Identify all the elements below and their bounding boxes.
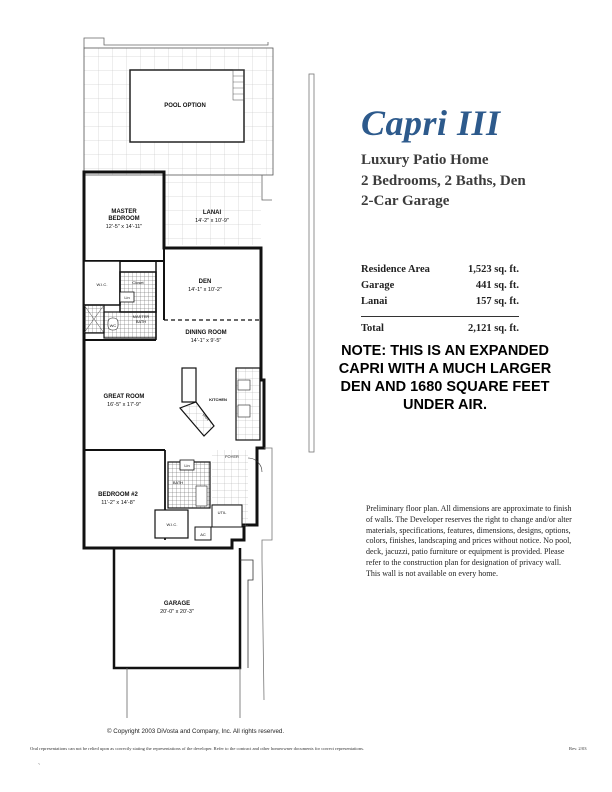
subtitle-line-2: 2 Bedrooms, 2 Baths, Den bbox=[361, 173, 526, 189]
area-label: Lanai bbox=[361, 296, 388, 307]
master-bedroom-label-1: MASTER bbox=[111, 209, 137, 215]
master-wc-label: WC bbox=[109, 323, 117, 328]
bedroom2-label: BEDROOM #2 bbox=[98, 492, 138, 498]
revision-date: Rev. 2/03 bbox=[569, 746, 587, 751]
dining-room-dims: 14'-1" x 9'-5" bbox=[190, 338, 222, 344]
divider-bar bbox=[309, 74, 314, 452]
area-row bbox=[361, 264, 519, 280]
area-total-value: 2,121 sq. ft. bbox=[467, 323, 519, 334]
tick-mark: ` bbox=[38, 764, 41, 771]
copyright: © Copyright 2003 DiVosta and Company, Inc. All rights reserved. bbox=[107, 728, 285, 735]
garage-dims: 20'-0" x 20'-3" bbox=[160, 609, 194, 615]
pantry-label: PAN bbox=[201, 412, 211, 422]
bath2-linen-label: Lin bbox=[184, 463, 190, 468]
area-total-label: Total bbox=[361, 323, 384, 334]
area-label: Garage bbox=[361, 280, 395, 291]
area-row bbox=[361, 280, 519, 296]
area-value: 1,523 sq. ft. bbox=[467, 264, 519, 275]
foyer-label: FOYER bbox=[225, 454, 239, 459]
area-total-row bbox=[361, 323, 519, 339]
great-room-label: GREAT ROOM bbox=[103, 394, 145, 400]
pool-label: POOL OPTION bbox=[164, 103, 206, 109]
area-divider bbox=[361, 316, 519, 317]
master-bath-label-2: BATH bbox=[135, 319, 147, 324]
lanai-dims: 14'-2" x 10'-9" bbox=[195, 218, 229, 224]
closet-label: Closet bbox=[132, 280, 144, 285]
den-dims: 14'-1" x 10'-2" bbox=[188, 287, 222, 293]
master-bath-label-1: MASTER bbox=[132, 314, 150, 319]
bedroom2-dims: 11'-2" x 14'-8" bbox=[101, 500, 135, 506]
area-label: Residence Area bbox=[361, 264, 430, 275]
bedroom2-wic-label: W.I.C. bbox=[166, 522, 178, 527]
kitchen-label: KITCHEN bbox=[209, 397, 227, 402]
great-room-dims: 16'-5" x 17'-9" bbox=[107, 402, 141, 408]
garage-label: GARAGE bbox=[163, 601, 191, 607]
den-label: DEN bbox=[198, 279, 212, 285]
subtitle-line-3: 2-Car Garage bbox=[361, 193, 450, 209]
area-value: 441 sq. ft. bbox=[475, 280, 519, 291]
master-bedroom-dims: 12'-5" x 14'-11" bbox=[105, 224, 143, 230]
expanded-note: NOTE: THIS IS AN EXPANDED CAPRI WITH A MUCH LARGER DEN AND 1680 SQUARE FEET UNDER AIR. bbox=[338, 343, 552, 413]
model-title: Capri III bbox=[361, 103, 501, 143]
area-row bbox=[361, 296, 519, 312]
disclaimer: Preliminary floor plan. All dimensions are approximate to finish of walls. The Developer reserves the right to change and/or alter materials, specifications, features, dimensions, designs, options, colors, finishes, landscaping and prices without notice. No pool, deck, jacuzzi, patio furniture or equipment is provided. Please refer to the construction plan for designation of privacy wall. This wall is not available on every home. bbox=[366, 504, 572, 578]
area-value: 157 sq. ft. bbox=[475, 296, 519, 307]
bath2-label: BATH bbox=[172, 480, 184, 485]
subtitle-line-1: Luxury Patio Home bbox=[361, 152, 489, 168]
utility-label: UTIL bbox=[217, 510, 227, 515]
lanai-label: LANAI bbox=[202, 210, 222, 216]
garage-wall bbox=[114, 548, 240, 668]
area-table bbox=[361, 264, 519, 339]
master-linen-label: Lin bbox=[124, 295, 130, 300]
master-wic-label: W.I.C. bbox=[96, 282, 108, 287]
master-bedroom-label-2: BEDROOM bbox=[108, 216, 140, 222]
ac-label: AC bbox=[200, 532, 206, 537]
oral-representations: Oral representations can not be relied upon as correctly stating the representations of the developer. Refer to the contract and other homeowner documents for correct representations. bbox=[30, 746, 365, 751]
dining-room-label: DINING ROOM bbox=[185, 330, 227, 336]
